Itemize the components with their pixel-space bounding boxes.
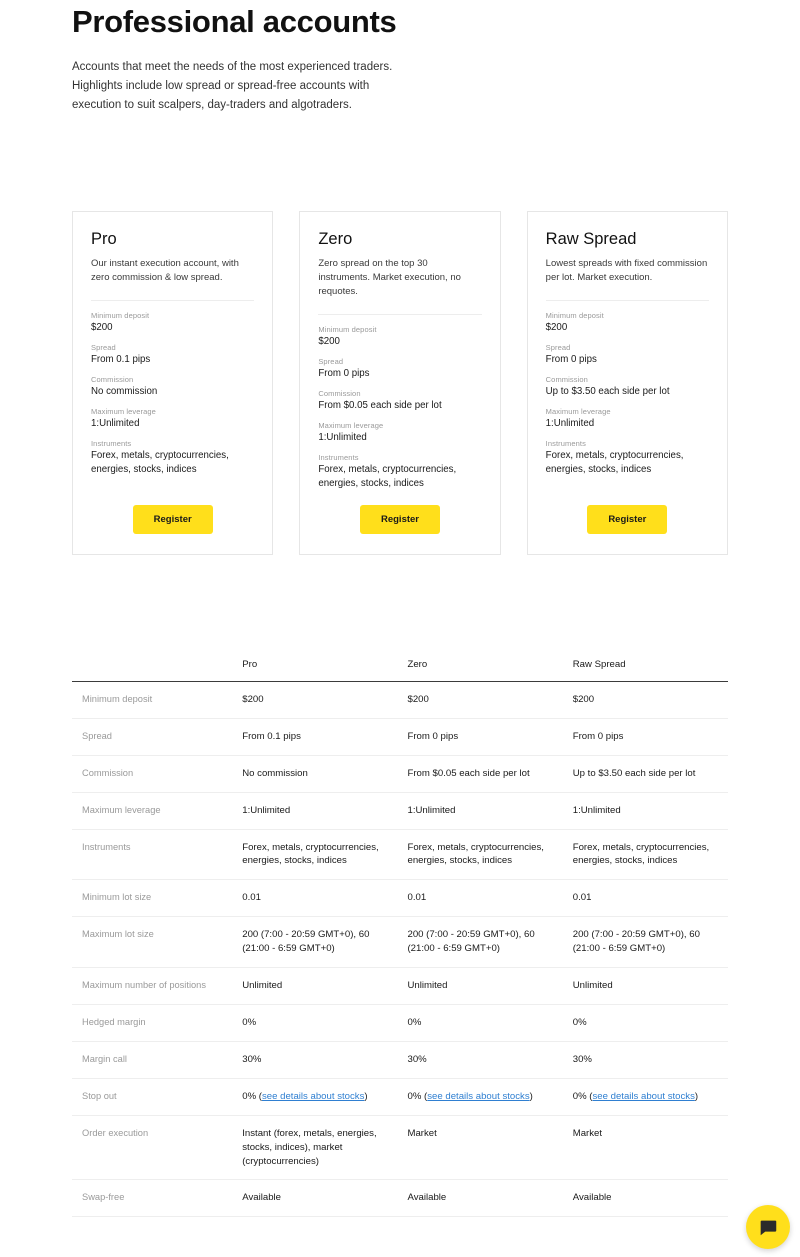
table-row [72, 1180, 728, 1217]
stop-out-close-paren: ) [364, 1090, 368, 1102]
row-value-zero: 0% [407, 1017, 422, 1028]
spec-value: $200 [545, 321, 568, 333]
spec-label: Spread [545, 342, 571, 352]
spec-item [318, 421, 481, 445]
page-title: Professional accounts [72, 4, 397, 39]
row-value-raw: 200 (7:00 - 20:59 GMT+0), 60 (21:00 - 6:59 GMT+0) [572, 929, 700, 955]
spec-item [318, 453, 481, 491]
stocks-details-link[interactable]: see details about stocks [427, 1090, 530, 1102]
spec-value: $200 [318, 335, 340, 347]
row-value-raw: 0% [572, 1017, 587, 1028]
table-header [72, 647, 728, 681]
stop-out-value: 0% [407, 1090, 422, 1102]
spec-label: Instruments [318, 452, 359, 462]
spec-label: Maximum leverage [318, 420, 384, 430]
table-row [72, 1005, 728, 1042]
stop-out-close-paren: ) [694, 1090, 699, 1102]
spec-value: Forex, metals, cryptocurrencies, energies, stocks, indices [545, 450, 684, 476]
card-title: Pro [91, 229, 117, 248]
spec-value: Forex, metals, cryptocurrencies, energies, stocks, indices [318, 463, 457, 489]
spec-item [546, 311, 709, 335]
row-value-pro: 0.01 [242, 892, 261, 904]
comparison-table [72, 647, 728, 1217]
row-value-pro: Unlimited [242, 980, 283, 992]
spec-item [546, 343, 709, 367]
row-value-pro: 1:Unlimited [242, 804, 291, 816]
row-label: Order execution [82, 1127, 149, 1138]
table-header-pro: Pro [232, 647, 397, 681]
row-value-zero: 200 (7:00 - 20:59 GMT+0), 60 (21:00 - 6:59 GMT+0) [407, 929, 535, 955]
table-row [72, 755, 728, 792]
row-value-pro: 200 (7:00 - 20:59 GMT+0), 60 (21:00 - 6:59 GMT+0) [242, 929, 370, 955]
spec-label: Commission [91, 375, 134, 385]
stop-out-close-paren: ) [529, 1090, 533, 1102]
spec-item [546, 375, 709, 399]
table-row [72, 1078, 728, 1115]
spec-value: Forex, metals, cryptocurrencies, energies, stocks, indices [91, 450, 229, 476]
row-value-zero: 1:Unlimited [407, 804, 456, 816]
row-value-raw [563, 1078, 728, 1115]
table-row [72, 880, 728, 917]
row-value-zero: Available [407, 1192, 447, 1204]
spec-label: Spread [91, 342, 116, 352]
spec-label: Instruments [545, 439, 586, 449]
hero-section [72, 0, 728, 115]
row-value-pro: Instant (forex, metals, energies, stocks, indices), market (cryptocurrencies) [242, 1127, 377, 1167]
row-value-raw: 1:Unlimited [572, 804, 621, 816]
table-row [72, 968, 728, 1005]
comparison-table-wrapper [72, 647, 728, 1257]
row-label: Minimum deposit [82, 693, 153, 704]
row-value-pro [232, 1078, 397, 1115]
row-value-raw: 30% [572, 1053, 592, 1065]
row-value-zero: 0.01 [407, 892, 427, 904]
row-value-pro: 0% [242, 1017, 257, 1028]
spec-item [546, 439, 709, 477]
row-label: Spread [82, 730, 112, 741]
spec-value: From 0 pips [545, 353, 597, 365]
row-value-zero: 30% [407, 1053, 427, 1065]
spec-item [318, 325, 481, 349]
card-specs [91, 300, 254, 499]
table-row [72, 681, 728, 718]
table-header-row [72, 647, 728, 681]
row-value-pro: $200 [242, 693, 264, 705]
table-header-raw-spread: Raw Spread [563, 647, 728, 681]
row-value-zero: Market [407, 1127, 437, 1139]
row-value-pro: From 0.1 pips [242, 730, 301, 742]
card-specs [546, 300, 709, 499]
card-cta [546, 505, 709, 534]
page-description: Accounts that meet the needs of the most experienced traders. Highlights include low spread or spread-free accounts with execution to suit scalpers, day-traders and algotraders. [72, 61, 393, 111]
account-card-raw-spread[interactable] [527, 211, 728, 555]
table-header-blank [72, 647, 232, 681]
row-value-zero: From $0.05 each side per lot [407, 767, 530, 779]
table-body [72, 681, 728, 1216]
register-button[interactable]: Register [360, 505, 440, 534]
spec-item [546, 407, 709, 431]
spec-label: Spread [318, 356, 344, 366]
row-value-raw: Unlimited [572, 980, 613, 992]
spec-label: Maximum leverage [91, 407, 156, 417]
spec-label: Commission [318, 388, 361, 398]
spec-item [318, 357, 481, 381]
spec-item [91, 311, 254, 335]
spec-value: 1:Unlimited [91, 418, 140, 430]
table-row [72, 829, 728, 880]
spec-value: 1:Unlimited [318, 431, 367, 443]
row-value-raw: Available [572, 1192, 612, 1204]
row-value-pro: 30% [242, 1053, 262, 1065]
spec-item [318, 389, 481, 413]
stop-out-value: 0% [572, 1090, 587, 1102]
row-value-zero [397, 1078, 562, 1115]
table-row [72, 718, 728, 755]
row-label: Instruments [82, 841, 131, 852]
register-button[interactable]: Register [587, 505, 667, 534]
table-row [72, 1115, 728, 1180]
spec-value: $200 [91, 321, 113, 333]
spec-value: From 0 pips [318, 367, 370, 379]
card-subtitle: Zero spread on the top 30 instruments. Market execution, no requotes. [318, 257, 461, 298]
table-row [72, 917, 728, 968]
spec-value: From 0.1 pips [91, 353, 151, 365]
row-value-zero: $200 [407, 693, 429, 705]
stop-out-open-paren: ( [586, 1090, 593, 1102]
row-value-raw: Market [572, 1127, 603, 1139]
row-value-zero: Unlimited [407, 980, 448, 992]
spec-label: Minimum deposit [91, 310, 150, 320]
row-value-raw: Up to $3.50 each side per lot [572, 767, 696, 779]
row-label: Stop out [82, 1090, 117, 1101]
row-value-raw: 0.01 [572, 892, 592, 904]
row-label: Maximum number of positions [82, 980, 207, 991]
stop-out-open-paren: ( [256, 1090, 262, 1102]
spec-value: Up to $3.50 each side per lot [545, 386, 670, 398]
card-cta [91, 505, 254, 534]
spec-value: From $0.05 each side per lot [318, 399, 442, 411]
row-value-pro: Forex, metals, cryptocurrencies, energies, stocks, indices [242, 841, 379, 867]
spec-value: No commission [91, 386, 158, 398]
spec-item [91, 407, 254, 431]
row-value-raw: From 0 pips [572, 730, 624, 742]
row-label: Swap-free [82, 1192, 125, 1203]
row-value-raw: Forex, metals, cryptocurrencies, energies, stocks, indices [572, 841, 710, 867]
account-card-zero[interactable] [299, 211, 500, 555]
spec-label: Commission [545, 375, 588, 385]
spec-item [91, 439, 254, 477]
row-label: Hedged margin [82, 1017, 146, 1027]
stop-out-open-paren: ( [421, 1090, 428, 1102]
card-title: Zero [318, 229, 353, 248]
card-subtitle: Lowest spreads with fixed commission per lot. Market execution. [545, 257, 708, 284]
spec-label: Minimum deposit [318, 324, 377, 334]
card-title: Raw Spread [545, 229, 637, 248]
row-label: Minimum lot size [82, 892, 152, 903]
row-label: Margin call [82, 1053, 127, 1064]
account-card-pro[interactable] [72, 211, 273, 555]
row-label: Maximum lot size [82, 929, 154, 940]
row-value-raw: $200 [572, 693, 595, 705]
stocks-details-link[interactable]: see details about stocks [261, 1090, 365, 1102]
chat-icon [757, 1216, 779, 1238]
row-value-pro: No commission [242, 767, 308, 779]
table-row [72, 1041, 728, 1078]
row-label: Maximum leverage [82, 804, 161, 815]
card-specs [318, 314, 481, 499]
row-value-zero: From 0 pips [407, 730, 459, 742]
spec-label: Minimum deposit [545, 310, 604, 320]
account-cards [72, 211, 728, 555]
stocks-details-link[interactable]: see details about stocks [592, 1090, 695, 1102]
spec-item [91, 375, 254, 399]
spec-value: 1:Unlimited [545, 418, 595, 430]
table-row [72, 792, 728, 829]
row-label: Commission [82, 767, 134, 778]
table-header-zero: Zero [397, 647, 562, 681]
row-value-zero: Forex, metals, cryptocurrencies, energies, stocks, indices [407, 841, 544, 867]
register-button[interactable]: Register [133, 505, 213, 534]
card-subtitle: Our instant execution account, with zero commission & low spread. [91, 257, 239, 284]
spec-label: Maximum leverage [545, 407, 611, 417]
stop-out-value: 0% [242, 1090, 257, 1102]
spec-label: Instruments [91, 439, 132, 449]
row-value-pro: Available [242, 1192, 281, 1204]
card-cta [318, 505, 481, 534]
spec-item [91, 343, 254, 367]
